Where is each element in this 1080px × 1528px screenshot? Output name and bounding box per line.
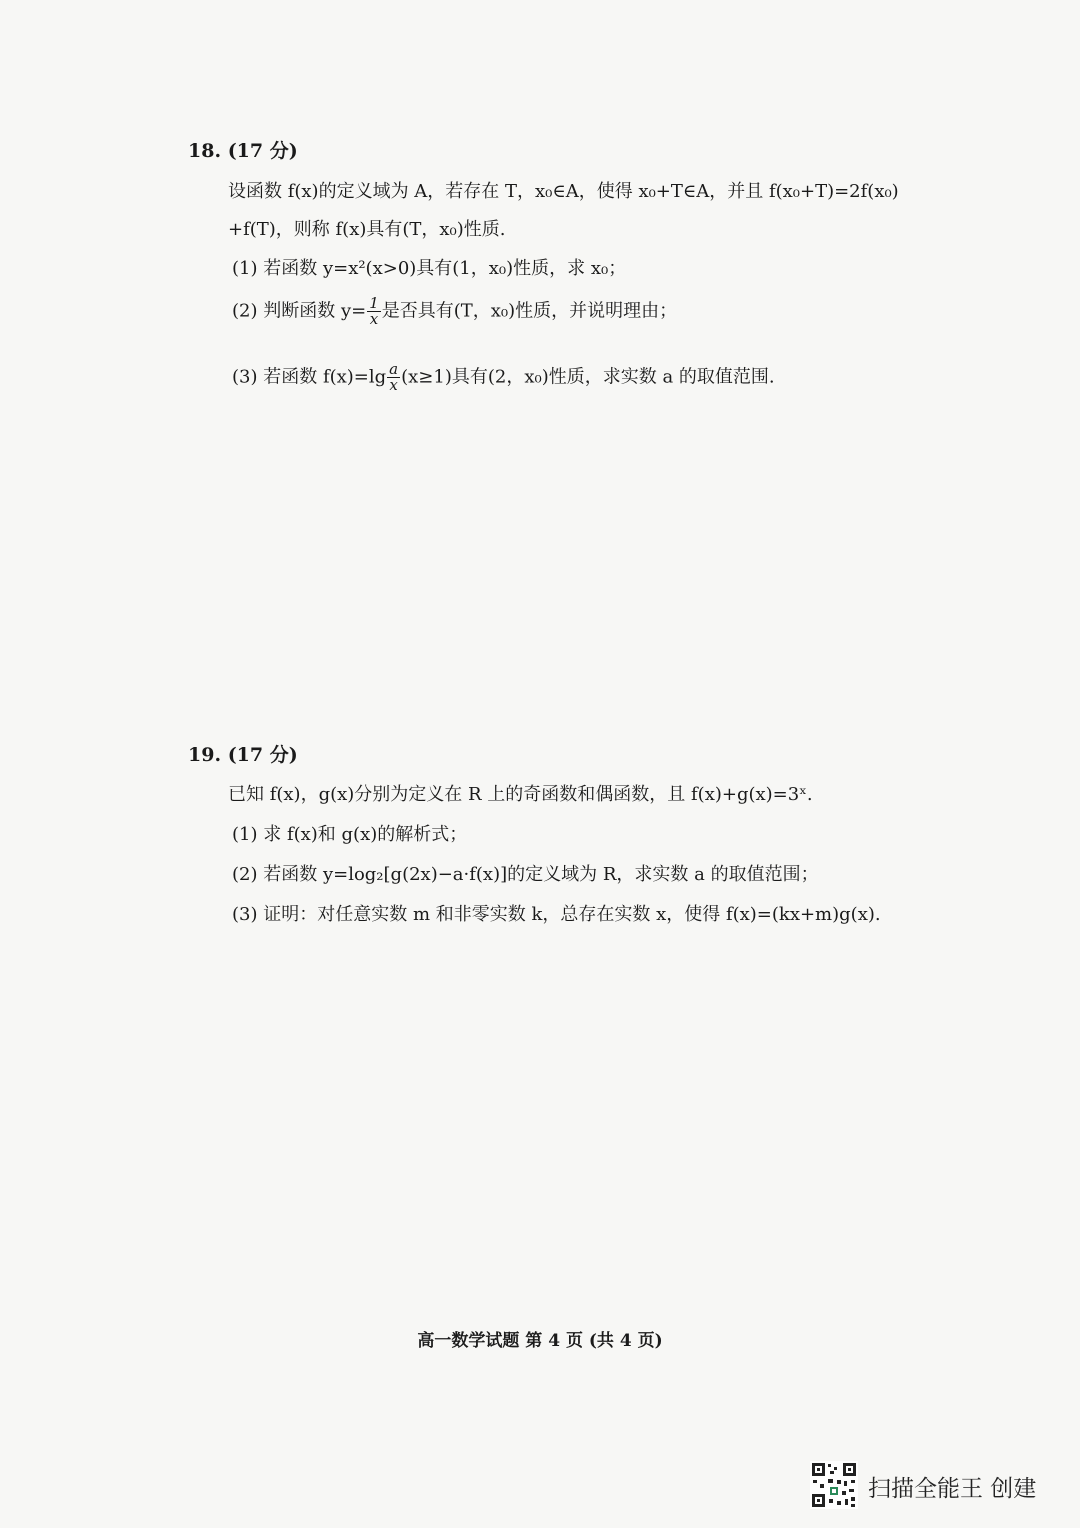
fraction-denominator: x (369, 310, 379, 328)
question-19-number: 19. (188, 744, 222, 766)
fraction-numerator: 1 (369, 294, 379, 312)
question-18-part1: (1) 若函数 y=x²(x>0)具有(1，x₀)性质，求 x₀； (232, 258, 627, 279)
question-18-part2 (232, 296, 677, 327)
question-18-score: (17 分) (227, 140, 298, 162)
question-18-stem-line1: 设函数 f(x)的定义域为 A，若存在 T，x₀∈A，使得 x₀+T∈A，并且 f(x₀+T)=2f(x₀) (228, 181, 899, 202)
fraction-a-over-x (387, 362, 400, 393)
question-18-header (188, 136, 298, 163)
fraction-1-over-x (367, 296, 381, 327)
question-18-part3 (232, 362, 775, 393)
question-18-part3-prefix: (3) 若函数 f(x)=lg (232, 366, 387, 388)
question-19-header (188, 740, 298, 767)
question-19-part1: (1) 求 f(x)和 g(x)的解析式； (232, 824, 468, 845)
question-18-part2-suffix: 是否具有(T，x₀)性质，并说明理由； (381, 300, 678, 322)
fraction-denominator: x (389, 376, 398, 394)
question-18-stem-line2: +f(T)，则称 f(x)具有(T，x₀)性质. (228, 219, 506, 240)
question-18-part2-prefix: (2) 判断函数 y= (232, 300, 367, 322)
fraction-numerator: a (389, 360, 399, 378)
page-footer: 高一数学试题 第 4 页 (共 4 页) (417, 1331, 663, 1351)
question-19-part2: (2) 若函数 y=log₂[g(2x)−a·f(x)]的定义域为 R，求实数 a 的取值范围； (232, 864, 819, 885)
question-19-score: (17 分) (227, 744, 298, 766)
qr-code-icon (810, 1461, 858, 1509)
question-19-stem: 已知 f(x)，g(x)分别为定义在 R 上的奇函数和偶函数，且 f(x)+g(x)=3ˣ. (228, 784, 813, 805)
scanner-watermark-text: 扫描全能王 创建 (868, 1476, 1037, 1502)
question-19-part3: (3) 证明：对任意实数 m 和非零实数 k，总存在实数 x，使得 f(x)=(kx+m)g(x). (232, 904, 881, 925)
question-18-number: 18. (188, 140, 222, 162)
question-18-part3-suffix: (x≥1)具有(2，x₀)性质，求实数 a 的取值范围. (401, 366, 775, 388)
